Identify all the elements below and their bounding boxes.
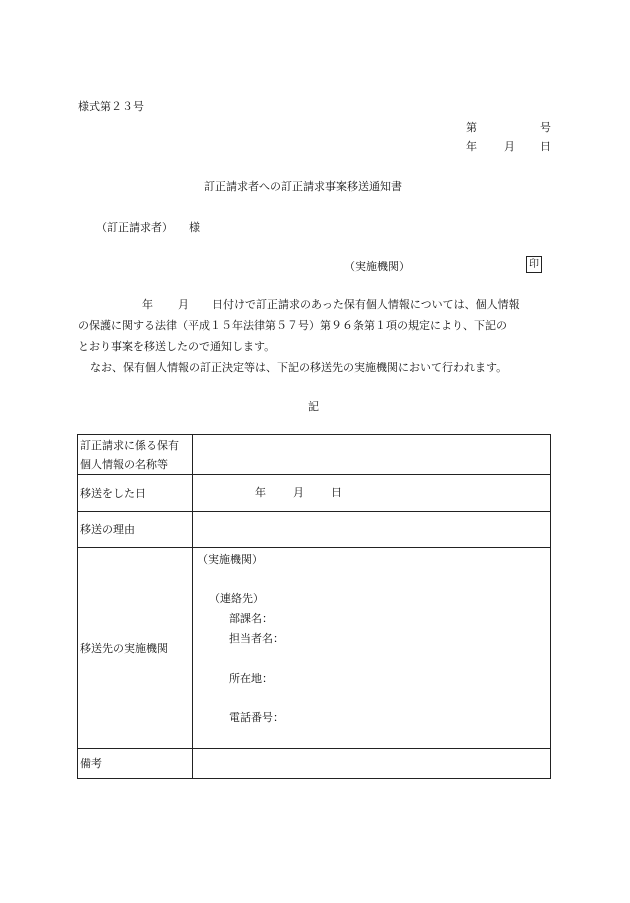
destination-address-label: 所在地： xyxy=(229,672,273,685)
row-transfer-date-value xyxy=(193,475,551,512)
row-destination-agency-value xyxy=(193,548,551,749)
transfer-details-table xyxy=(77,434,551,779)
row-transfer-reason-value xyxy=(193,512,551,548)
reference-go: 号 xyxy=(540,121,551,134)
transfer-month-label: 月 xyxy=(293,485,304,499)
transfer-year-label: 年 xyxy=(255,485,266,499)
body-line-1: 日付けで訂正請求のあった保有個人情報については、個人情報 xyxy=(212,298,520,311)
row-destination-agency xyxy=(78,548,551,749)
date-month-label: 月 xyxy=(504,140,515,153)
row-transfer-reason-label: 移送の理由 xyxy=(78,512,193,548)
body-line-3: とおり事案を移送したので通知します。 xyxy=(78,340,276,353)
row-transfer-date-label: 移送をした日 xyxy=(78,475,193,512)
destination-phone-label: 電話番号： xyxy=(229,711,284,724)
sender-agency-label: （実施機関） xyxy=(344,260,410,273)
row-remarks-value xyxy=(193,749,551,779)
destination-contact-label: （連絡先） xyxy=(209,592,264,605)
body-year-label: 年 xyxy=(142,298,153,311)
form-number: 様式第２３号 xyxy=(78,100,144,113)
body-line-2: の保護に関する法律（平成１５年法律第５７号）第９６条第１項の規定により、下記の xyxy=(78,319,507,332)
row-destination-agency-label: 移送先の実施機関 xyxy=(78,548,193,749)
row-info-name-label-line-1: 訂正請求に係る保有 xyxy=(80,438,179,452)
row-remarks-label: 備考 xyxy=(78,749,193,779)
date-day-label: 日 xyxy=(540,140,551,153)
body-month-label: 月 xyxy=(178,298,189,311)
row-remarks xyxy=(78,749,551,779)
row-info-name-label xyxy=(78,435,193,475)
destination-person-label: 担当者名： xyxy=(229,632,284,645)
row-info-name-label-line-2: 個人情報の名称等 xyxy=(80,457,168,471)
transfer-day-label: 日 xyxy=(331,485,342,499)
document-title: 訂正請求者への訂正請求事案移送通知書 xyxy=(204,180,402,193)
row-info-name-value xyxy=(193,435,551,475)
ki-heading: 記 xyxy=(308,400,319,413)
seal-mark: 印 xyxy=(526,256,542,273)
reference-dai: 第 xyxy=(466,121,477,134)
destination-agency-label: （実施機関） xyxy=(197,553,263,566)
addressee-label: （訂正請求者） xyxy=(96,221,173,234)
addressee-honorific: 様 xyxy=(189,221,200,234)
row-info-name xyxy=(78,435,551,475)
date-year-label: 年 xyxy=(466,140,477,153)
row-transfer-date xyxy=(78,475,551,512)
row-transfer-reason xyxy=(78,512,551,548)
destination-department-label: 部課名： xyxy=(229,612,273,625)
body-line-4: なお、保有個人情報の訂正決定等は、下記の移送先の実施機関において行われます。 xyxy=(90,361,508,374)
